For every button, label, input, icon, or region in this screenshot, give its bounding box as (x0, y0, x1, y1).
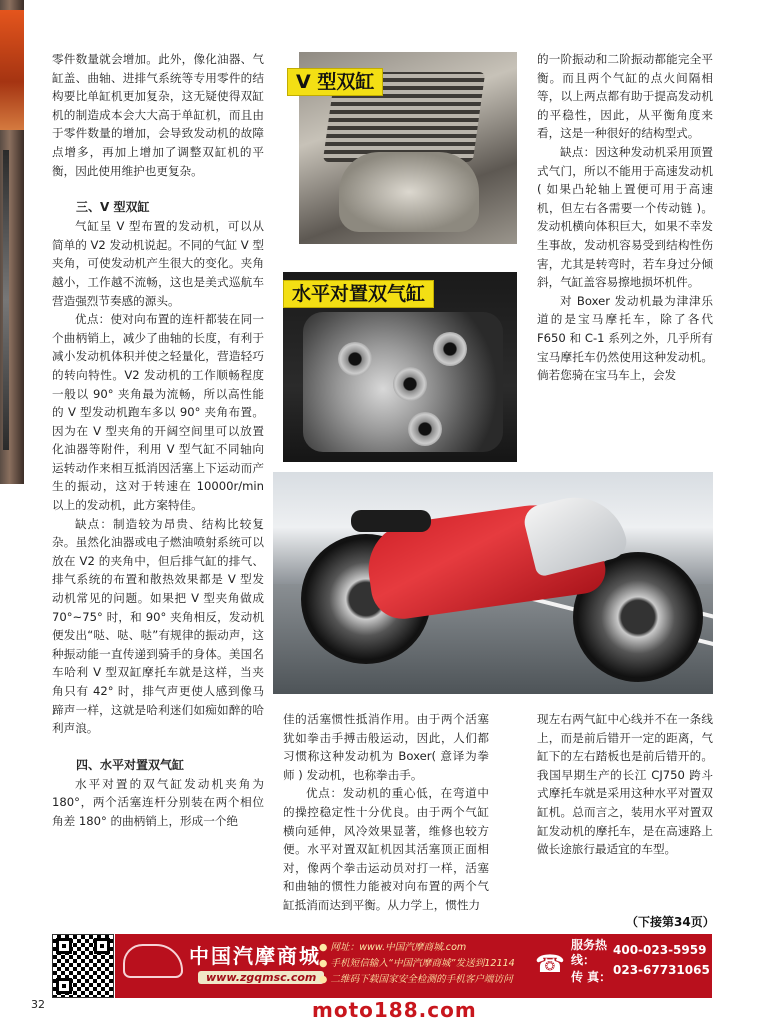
service-hotline-number: 400-023-5959 (613, 943, 707, 957)
ad-contact-labels (571, 938, 611, 986)
right-column-top (537, 50, 713, 385)
ad-info-line-1: ● 网址：www.中国汽摩商城.com (319, 942, 467, 953)
boxer-disadvantages-paragraph: 缺点：因这种发动机采用顶置式气门，所以不能用于高速发动机 ( 如果凸轮轴上置便可用于高速机，但左右各需要一个传动链 )。发动机横向体积巨大，如果不幸发生事故，发动机容易受到结构性伤害，尤其是转弯时，若车身过分倾斜，气缸盖容易擦地损坏机件。 (537, 144, 713, 290)
phone-icon: ☎ (535, 950, 565, 978)
ad-info (319, 940, 515, 988)
ad-info-line-2: ● 手机短信输入“中国汽摩商城”发送到12114 (319, 958, 515, 969)
section-heading-boxer: 四、水平对置双气缸 (76, 757, 185, 772)
boxer-advantages-paragraph: 优点：发动机的重心低，在弯道中的操控稳定性十分优良。由于两个气缸横向延伸，风冷效果显著，维修也较方便。水平对置双缸机因其活塞顶正面相对，像两个拳击运动员对打一样，活塞和曲轴的惯性力能被对向布置的两个气缸抵消而达到平衡。从力学上，惯性力 (283, 786, 489, 912)
bmw-boxer-paragraph: 对 Boxer 发动机最为津津乐道的是宝马摩托车，除了各代 F650 和 C-1 系列之外，几乎所有宝马摩托车仍然使用这种发动机。倘若您骑在宝马车上，会发 (537, 293, 713, 383)
intro-paragraph: 零件数量就会增加。此外，像化油器、气缸盖、曲轴、进排气系统等专用零件的结构要比单缸机更加复杂，这无疑使得双缸机的制造成本会大大高于单缸机，而且由于零件数量的增加，会导致发动机的故障点增多，再加上增加了调整双缸机的平衡，因此使用维护也更复杂。 (52, 52, 264, 178)
v-twin-advantages-paragraph: 优点：使对向布置的连杆都装在同一个曲柄销上，减少了曲轴的长度，有利于减小发动机体积并使之轻量化，营造轻巧的转向特性。V2 发动机的工作顺畅程度一般以 90° 夹角最为流畅，所以高性能的 V 型发动机跑车多以 90° 夹角布置。因为在 V 型夹角的开阔空间里可以放置化油器等附件，利用 V 型气缸不同轴向运转动作来相互抵消因活塞上下运动而产生的振动，这对于转速在 10000r/min 以上的发动机，此方案特佳。 (52, 312, 264, 513)
continued-note: （下接第34页） (626, 915, 715, 929)
ad-url[interactable]: www.zgqmsc.com (198, 971, 324, 984)
fax-number: 023-67731065 (613, 963, 710, 977)
left-edge-photo (0, 0, 24, 484)
bmw-motorcycle-photo (273, 472, 713, 694)
car-logo-icon (123, 944, 183, 978)
ad-banner[interactable] (115, 934, 712, 998)
v-twin-disadvantages-paragraph: 缺点：制造较为昂贵、结构比较复杂。虽然化油器或电子燃油喷射系统可以放在 V2 的夹角中，但后排气缸的排气、排气系统的布置和散热效果都是 V 型发动机常见的问题。如果把 V 型夹角做成 70°~75° 时，和 90° 夹角相反，发动机便发出“哒、哒、哒”有规律的振动声，这种振动能一直传递到骑手的身体。美国名车哈利 V 型双缸摩托车就是这样，当夹角只有 42° 时，排气声更使人感到像马蹄声一样，这就是哈利迷们如痴如醉的哈利声浪。 (52, 516, 264, 736)
section-heading-v-twin: 三、V 型双缸 (76, 200, 150, 215)
ad-brand-name: 中国汽摩商城 (189, 944, 321, 968)
boxer-caption: 水平对置双气缸 (283, 280, 434, 308)
left-column (52, 50, 264, 831)
middle-paragraph-1: 佳的活塞惯性抵消作用。由于两个活塞犹如拳击手搏击般运动，因此，人们都习惯称这种发动机为 Boxer( 意译为拳师 ) 发动机，也称拳击手。 (283, 712, 489, 782)
middle-column (283, 710, 489, 915)
service-hotline-label: 服务热线： (571, 938, 608, 967)
site-watermark: moto188.com (312, 998, 477, 1022)
v-twin-caption: V 型双缸 (287, 68, 383, 96)
fax-label: 传 真： (571, 970, 612, 984)
boxer-intro-paragraph: 水平对置的双气缸发动机夹角为 180°，两个活塞连杆分别装在两个相位角差 180° 的曲柄销上，形成一个绝 (52, 776, 264, 828)
qr-code[interactable] (52, 934, 114, 998)
right-column-bottom (537, 710, 713, 859)
ad-info-line-3: ● 二维码下载国家安全检测的手机客户端访问 (319, 974, 513, 985)
right-paragraph-4: 现左右两气缸中心线并不在一条线上，而是前后错开一定的距离，气缸下的左右踏板也是前后错开的。我国早期生产的长江 CJ750 跨斗式摩托车就是采用这种水平对置双缸机。总而言之，装用水平对置双缸发动机的摩托车，是在高速路上做长途旅行最适宜的车型。 (537, 712, 713, 857)
page-number: 32 (31, 998, 45, 1011)
v-twin-paragraph-1: 气缸呈 V 型布置的发动机，可以从简单的 V2 发动机说起。不同的气缸 V 型夹角，可使发动机产生很大的变化。夹角越小，工作越不流畅，这也是美式巡航车营造强烈节奏感的源头。 (52, 219, 264, 308)
right-paragraph-1: 的一阶振动和二阶振动都能完全平衡。而且两个气缸的点火间隔相等，以上两点都有助于提高发动机的平稳性，因此，从平衡角度来看，这是一种很好的结构型式。 (537, 52, 713, 141)
ad-contact-numbers (613, 940, 710, 980)
